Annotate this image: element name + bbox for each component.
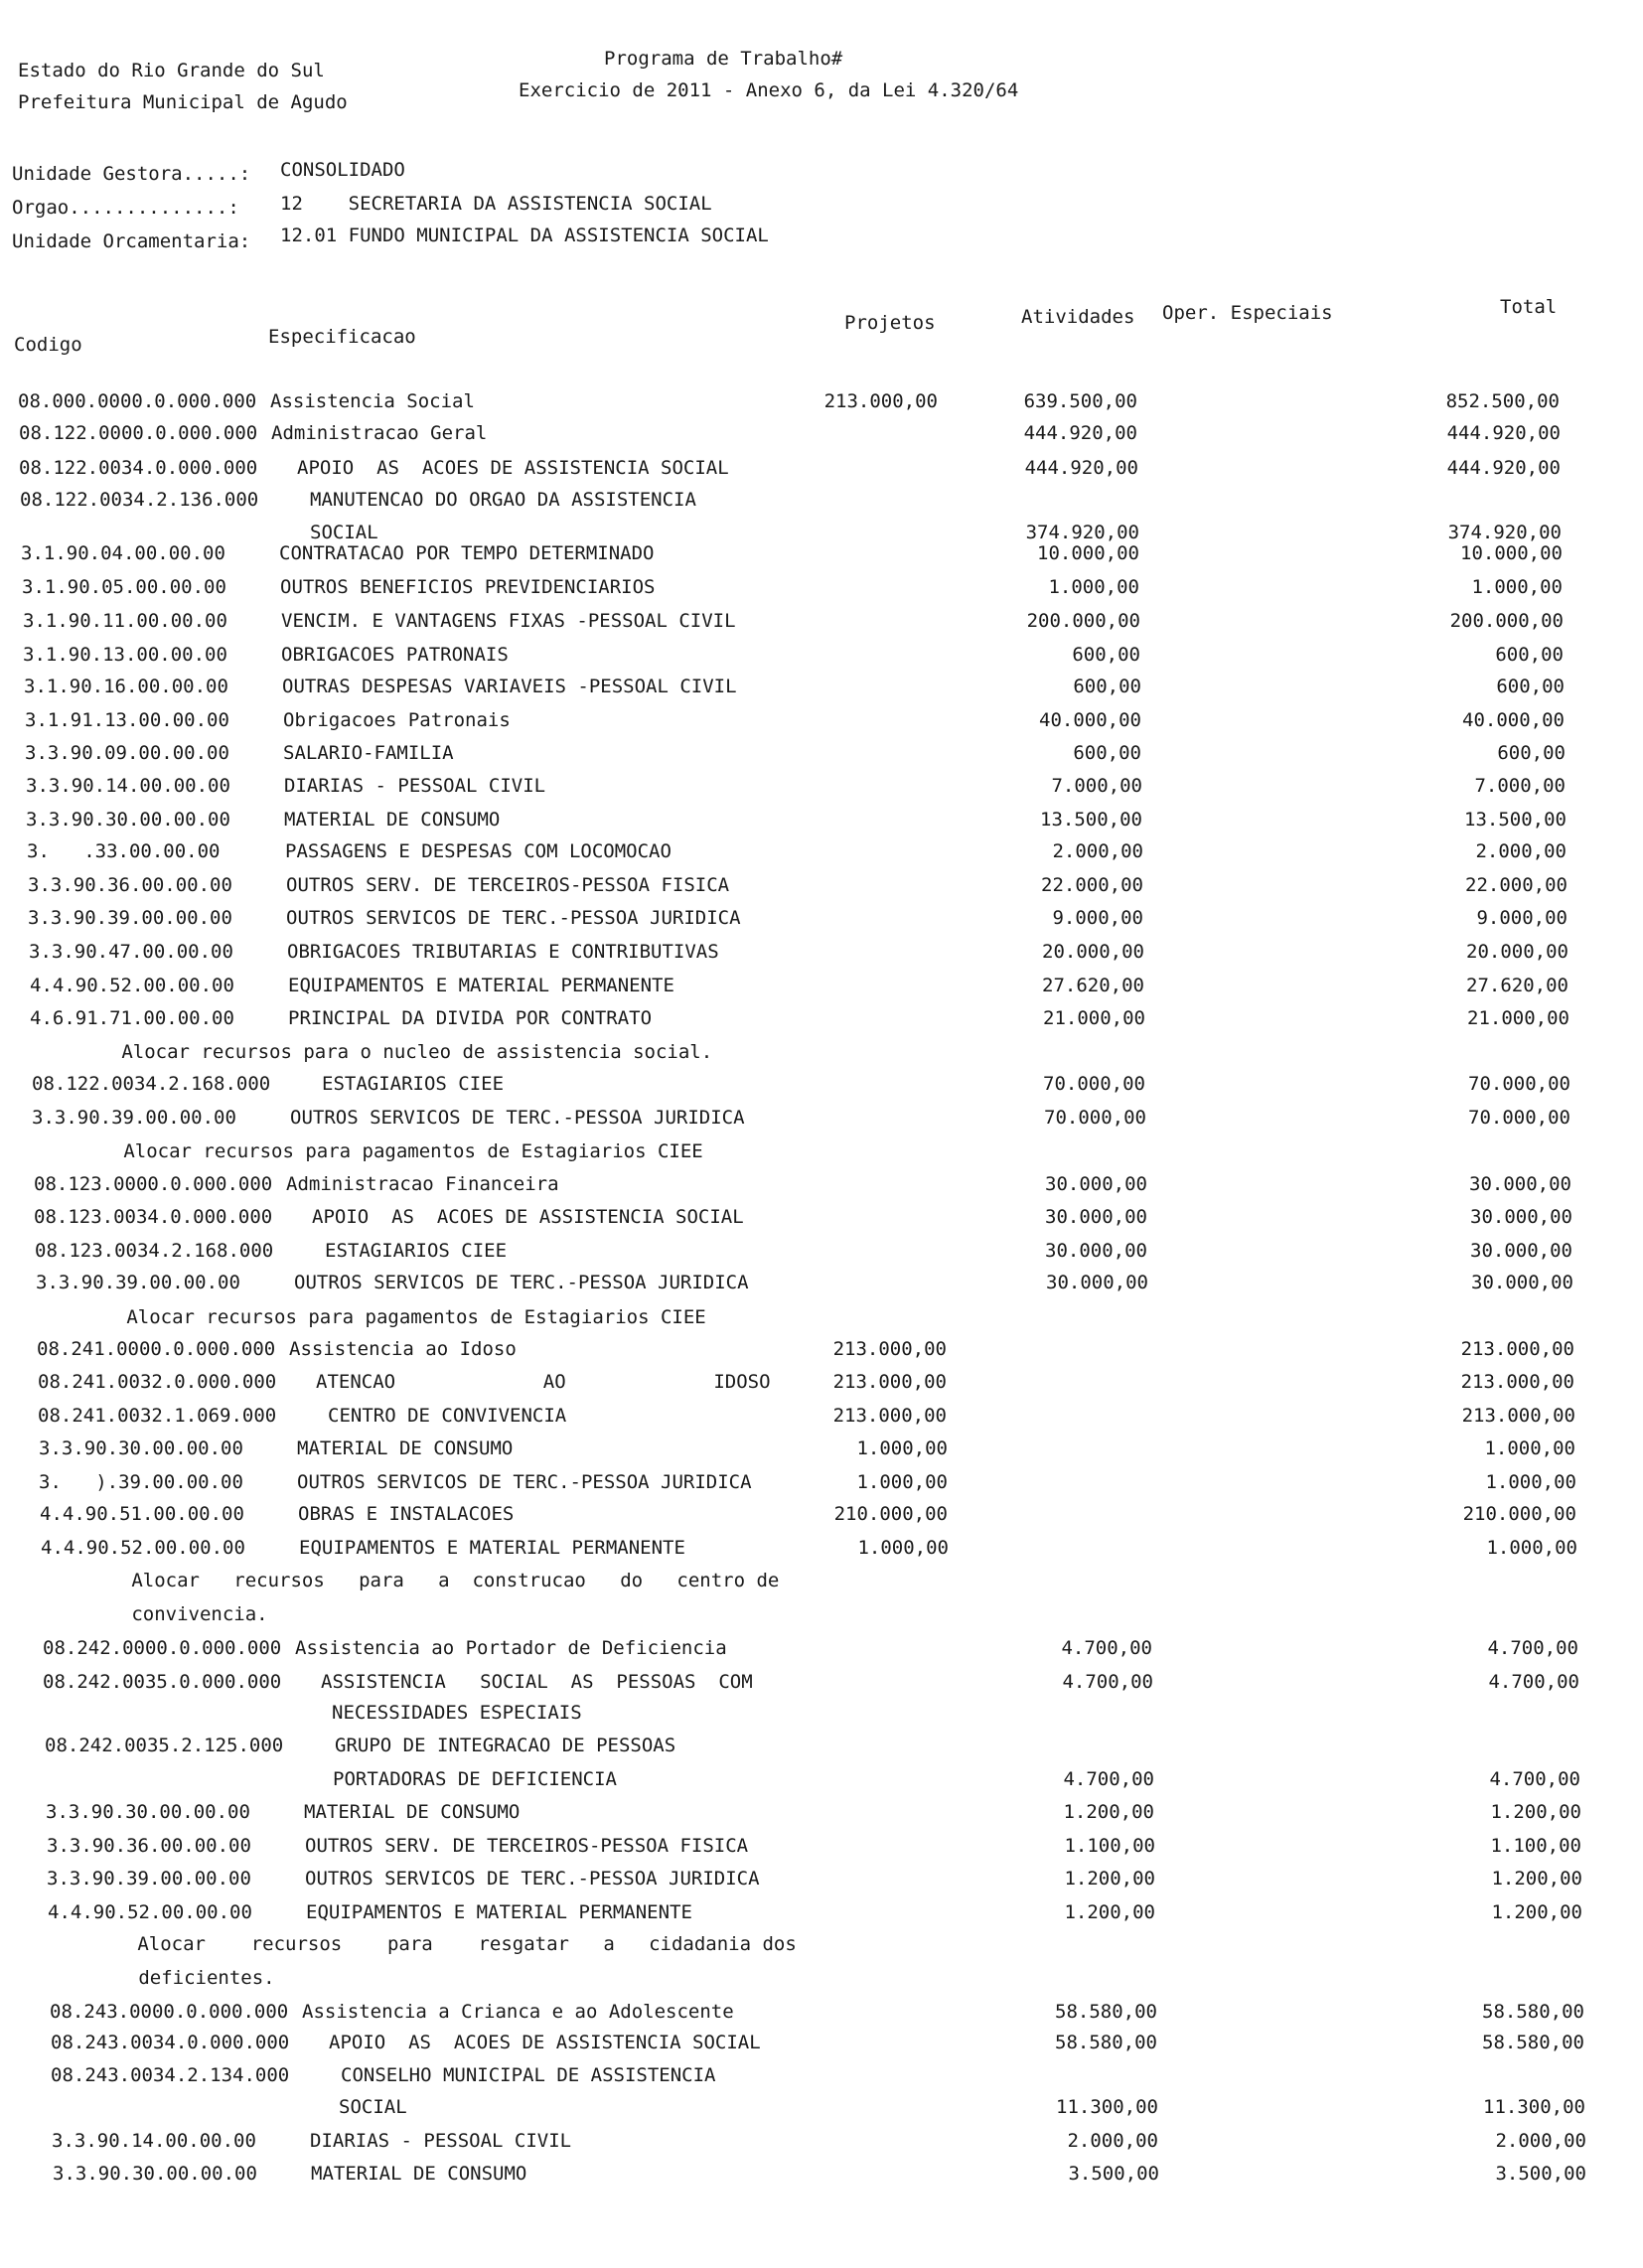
row-code: 08.123.0000.0.000.000 — [34, 1173, 273, 1195]
row-spec: OBRIGACOES TRIBUTARIAS E CONTRIBUTIVAS — [287, 941, 719, 963]
row-spec: SOCIAL — [339, 2096, 407, 2118]
row-ativ: 1.200,00 — [1064, 1868, 1155, 1890]
row-code: 4.6.91.71.00.00.00 — [30, 1007, 234, 1029]
row-ativ: 20.000,00 — [1042, 941, 1144, 963]
row-code: 3.3.90.47.00.00.00 — [29, 941, 233, 963]
row-code: 3.1.90.11.00.00.00 — [23, 610, 227, 632]
row-code: 08.122.0000.0.000.000 — [19, 422, 258, 444]
row-ativ: 4.700,00 — [1063, 1768, 1154, 1790]
row-ativ: 30.000,00 — [1045, 1240, 1147, 1262]
row-total: 213.000,00 — [1460, 1371, 1574, 1393]
program-title: Programa de Trabalho# — [604, 48, 843, 70]
row-ativ: 30.000,00 — [1045, 1206, 1147, 1228]
row-code: 08.242.0000.0.000.000 — [43, 1637, 282, 1659]
row-ativ: 1.100,00 — [1064, 1835, 1155, 1857]
row-total: 374.920,00 — [1447, 522, 1562, 543]
row-spec: APOIO AS ACOES DE ASSISTENCIA SOCIAL — [312, 1206, 744, 1228]
row-total: 210.000,00 — [1462, 1503, 1576, 1525]
row-spec: EQUIPAMENTOS E MATERIAL PERMANENTE — [288, 975, 674, 996]
row-proj: 213.000,00 — [823, 390, 938, 412]
row-spec: PORTADORAS DE DEFICIENCIA — [333, 1768, 617, 1790]
row-code: 08.243.0000.0.000.000 — [50, 2001, 289, 2023]
col-especificacao: Especificacao — [268, 326, 416, 348]
row-spec: SALARIO-FAMILIA — [283, 742, 454, 764]
row-code: 3.3.90.14.00.00.00 — [52, 2130, 256, 2152]
row-ativ: 30.000,00 — [1046, 1272, 1148, 1293]
row-code: 08.122.0034.0.000.000 — [19, 457, 258, 479]
row-ativ: 1.000,00 — [1048, 576, 1139, 598]
row-proj: 1.000,00 — [856, 1437, 948, 1459]
row-spec: Assistencia Social — [270, 390, 475, 412]
row-spec: CONTRATACAO POR TEMPO DETERMINADO — [279, 542, 655, 564]
unidade-gestora-value: CONSOLIDADO — [280, 159, 405, 181]
exercise-title: Exercicio de 2011 - Anexo 6, da Lei 4.320/64 — [519, 79, 1019, 101]
row-spec: OUTROS SERVICOS DE TERC.-PESSOA JURIDICA — [290, 1107, 745, 1129]
row-total: 1.200,00 — [1491, 1901, 1582, 1923]
row-total: 70.000,00 — [1468, 1107, 1570, 1129]
row-code: 3.3.90.09.00.00.00 — [25, 742, 229, 764]
row-spec: MANUTENCAO DO ORGAO DA ASSISTENCIA — [310, 489, 696, 511]
row-code: 3.1.90.04.00.00.00 — [21, 542, 225, 564]
row-spec: OBRIGACOES PATRONAIS — [281, 644, 509, 666]
row-spec: Obrigacoes Patronais — [283, 709, 511, 731]
row-proj: 213.000,00 — [832, 1405, 947, 1427]
row-code: 3.3.90.30.00.00.00 — [26, 809, 230, 831]
row-ativ: 639.500,00 — [1023, 390, 1137, 412]
row-code: 3.3.90.30.00.00.00 — [39, 1437, 243, 1459]
row-ativ: 600,00 — [1073, 676, 1141, 697]
state-name: Estado do Rio Grande do Sul — [18, 60, 325, 81]
row-spec: ASSISTENCIA SOCIAL AS PESSOAS COM — [321, 1671, 753, 1693]
row-total: 30.000,00 — [1470, 1240, 1572, 1262]
row-ativ: 22.000,00 — [1041, 874, 1143, 896]
row-total: 4.700,00 — [1489, 1768, 1580, 1790]
row-code: 3.1.90.05.00.00.00 — [22, 576, 226, 598]
row-spec: MATERIAL DE CONSUMO — [297, 1437, 514, 1459]
row-total: 1.000,00 — [1484, 1437, 1575, 1459]
col-oper-especiais: Oper. Especiais — [1162, 302, 1333, 324]
row-code: 4.4.90.52.00.00.00 — [30, 975, 234, 996]
row-spec: CENTRO DE CONVIVENCIA — [328, 1405, 567, 1427]
row-spec: OUTROS SERVICOS DE TERC.-PESSOA JURIDICA — [294, 1272, 749, 1293]
row-total: 4.700,00 — [1487, 1637, 1578, 1659]
row-ativ: 58.580,00 — [1055, 2032, 1157, 2053]
row-total: 27.620,00 — [1466, 975, 1568, 996]
row-ativ: 600,00 — [1072, 644, 1140, 666]
unidade-orcamentaria-value: 12.01 FUNDO MUNICIPAL DA ASSISTENCIA SOCIAL — [280, 225, 769, 246]
row-code: 08.241.0032.1.069.000 — [38, 1405, 277, 1427]
row-proj: 213.000,00 — [832, 1338, 947, 1360]
row-spec: deficientes. — [104, 1967, 275, 1989]
row-spec: Administracao Geral — [271, 422, 488, 444]
row-spec: OUTROS SERVICOS DE TERC.-PESSOA JURIDICA — [286, 907, 741, 929]
row-ativ: 7.000,00 — [1051, 775, 1142, 797]
row-total: 30.000,00 — [1470, 1206, 1572, 1228]
row-spec: OUTROS SERV. DE TERCEIROS-PESSOA FISICA — [286, 874, 730, 896]
row-ativ: 374.920,00 — [1025, 522, 1139, 543]
row-proj: 213.000,00 — [832, 1371, 947, 1393]
row-spec: NECESSIDADES ESPECIAIS — [332, 1702, 582, 1724]
row-proj: 1.000,00 — [856, 1471, 948, 1493]
row-spec: MATERIAL DE CONSUMO — [311, 2163, 527, 2185]
row-code: 08.122.0034.2.136.000 — [20, 489, 259, 511]
row-code: 4.4.90.52.00.00.00 — [48, 1901, 252, 1923]
row-code: 3.3.90.39.00.00.00 — [32, 1107, 236, 1129]
row-ativ: 4.700,00 — [1062, 1671, 1153, 1693]
unidade-gestora-label: Unidade Gestora.....: — [12, 163, 251, 185]
row-total: 2.000,00 — [1475, 840, 1567, 862]
row-spec: Assistencia a Crianca e ao Adolescente — [302, 2001, 734, 2023]
row-total: 9.000,00 — [1476, 907, 1568, 929]
row-ativ: 70.000,00 — [1044, 1107, 1146, 1129]
row-code: 3.3.90.30.00.00.00 — [53, 2163, 257, 2185]
row-total: 58.580,00 — [1482, 2032, 1584, 2053]
row-ativ: 70.000,00 — [1043, 1073, 1145, 1095]
row-code: 3.3.90.39.00.00.00 — [36, 1272, 240, 1293]
row-total: 58.580,00 — [1482, 2001, 1584, 2023]
row-code: 08.243.0034.2.134.000 — [51, 2064, 290, 2086]
row-total: 2.000,00 — [1495, 2130, 1586, 2152]
row-spec: PRINCIPAL DA DIVIDA POR CONTRATO — [288, 1007, 653, 1029]
row-code: 3.1.91.13.00.00.00 — [25, 709, 229, 731]
orgao-value: 12 SECRETARIA DA ASSISTENCIA SOCIAL — [280, 193, 712, 215]
row-spec: Alocar recursos para o nucleo de assistencia social. — [87, 1041, 713, 1063]
row-ativ: 27.620,00 — [1042, 975, 1144, 996]
row-total: 1.000,00 — [1471, 576, 1563, 598]
unidade-orcamentaria-label: Unidade Orcamentaria: — [12, 230, 251, 252]
row-spec: Alocar recursos para pagamentos de Estagiarios CIEE — [92, 1306, 706, 1328]
row-total: 1.200,00 — [1491, 1868, 1582, 1890]
row-ativ: 444.920,00 — [1023, 422, 1137, 444]
col-total: Total — [1500, 296, 1558, 318]
orgao-label: Orgao..............: — [12, 197, 239, 219]
row-total: 200.000,00 — [1449, 610, 1564, 632]
row-code: 08.123.0034.2.168.000 — [35, 1240, 274, 1262]
row-spec: ESTAGIARIOS CIEE — [325, 1240, 508, 1262]
row-code: 08.000.0000.0.000.000 — [18, 390, 257, 412]
row-ativ: 21.000,00 — [1043, 1007, 1145, 1029]
row-spec: Administracao Financeira — [286, 1173, 559, 1195]
row-spec: Alocar recursos para a construcao do centro de — [97, 1570, 780, 1591]
row-total: 22.000,00 — [1465, 874, 1568, 896]
row-ativ: 9.000,00 — [1052, 907, 1143, 929]
row-spec: OUTROS SERV. DE TERCEIROS-PESSOA FISICA — [305, 1835, 749, 1857]
row-code: 3.3.90.30.00.00.00 — [46, 1801, 250, 1823]
row-spec: APOIO AS ACOES DE ASSISTENCIA SOCIAL — [329, 2032, 761, 2053]
row-code: 08.241.0000.0.000.000 — [37, 1338, 276, 1360]
row-ativ: 2.000,00 — [1052, 840, 1143, 862]
row-ativ: 11.300,00 — [1056, 2096, 1158, 2118]
row-total: 852.500,00 — [1445, 390, 1560, 412]
row-spec: CONSELHO MUNICIPAL DE ASSISTENCIA — [341, 2064, 716, 2086]
row-spec: OUTRAS DESPESAS VARIAVEIS -PESSOAL CIVIL — [282, 676, 737, 697]
row-ativ: 444.920,00 — [1024, 457, 1138, 479]
row-spec: Assistencia ao Portador de Deficiencia — [295, 1637, 727, 1659]
row-ativ: 13.500,00 — [1040, 809, 1142, 831]
row-spec: EQUIPAMENTOS E MATERIAL PERMANENTE — [299, 1537, 685, 1559]
row-code: 4.4.90.52.00.00.00 — [41, 1537, 245, 1559]
row-spec: MATERIAL DE CONSUMO — [304, 1801, 521, 1823]
row-code: 3. ).39.00.00.00 — [39, 1471, 243, 1493]
row-code: 3.3.90.39.00.00.00 — [28, 907, 232, 929]
row-total: 600,00 — [1496, 676, 1565, 697]
row-code: 3.3.90.36.00.00.00 — [47, 1835, 251, 1857]
row-total: 11.300,00 — [1483, 2096, 1585, 2118]
col-projetos: Projetos — [844, 312, 936, 334]
row-ativ: 3.500,00 — [1068, 2163, 1159, 2185]
row-spec: APOIO AS ACOES DE ASSISTENCIA SOCIAL — [297, 457, 729, 479]
row-spec: GRUPO DE INTEGRACAO DE PESSOAS — [335, 1735, 676, 1756]
row-spec: MATERIAL DE CONSUMO — [284, 809, 501, 831]
row-total: 1.200,00 — [1490, 1801, 1581, 1823]
row-total: 1.000,00 — [1485, 1471, 1576, 1493]
row-spec: convivencia. — [97, 1603, 268, 1625]
row-total: 7.000,00 — [1474, 775, 1566, 797]
row-code: 3.3.90.36.00.00.00 — [28, 874, 232, 896]
row-total: 30.000,00 — [1469, 1173, 1571, 1195]
col-atividades: Atividades — [1021, 306, 1135, 328]
row-total: 3.500,00 — [1495, 2163, 1586, 2185]
row-spec: DIARIAS - PESSOAL CIVIL — [284, 775, 546, 797]
row-spec: VENCIM. E VANTAGENS FIXAS -PESSOAL CIVIL — [281, 610, 736, 632]
col-codigo: Codigo — [14, 334, 82, 356]
row-spec: PASSAGENS E DESPESAS COM LOCOMOCAO — [285, 840, 672, 862]
row-spec: OUTROS SERVICOS DE TERC.-PESSOA JURIDICA — [305, 1868, 760, 1890]
row-spec: ESTAGIARIOS CIEE — [322, 1073, 505, 1095]
row-ativ: 40.000,00 — [1039, 709, 1141, 731]
row-spec: SOCIAL — [310, 522, 378, 543]
city-hall-name: Prefeitura Municipal de Agudo — [18, 91, 348, 113]
row-total: 4.700,00 — [1488, 1671, 1579, 1693]
row-total: 213.000,00 — [1460, 1338, 1574, 1360]
row-code: 4.4.90.51.00.00.00 — [40, 1503, 244, 1525]
row-total: 30.000,00 — [1471, 1272, 1573, 1293]
row-total: 600,00 — [1495, 644, 1564, 666]
row-total: 10.000,00 — [1460, 542, 1563, 564]
row-spec: ATENCAO AO IDOSO — [316, 1371, 771, 1393]
row-code: 08.122.0034.2.168.000 — [32, 1073, 271, 1095]
row-code: 3.1.90.13.00.00.00 — [23, 644, 227, 666]
row-ativ: 200.000,00 — [1026, 610, 1140, 632]
row-code: 08.123.0034.0.000.000 — [34, 1206, 273, 1228]
row-total: 40.000,00 — [1462, 709, 1565, 731]
row-code: 3. .33.00.00.00 — [27, 840, 221, 862]
row-ativ: 4.700,00 — [1061, 1637, 1152, 1659]
row-code: 08.242.0035.0.000.000 — [43, 1671, 282, 1693]
row-spec: Alocar recursos para pagamentos de Estagiarios CIEE — [89, 1140, 703, 1162]
row-ativ: 30.000,00 — [1045, 1173, 1147, 1195]
row-ativ: 1.200,00 — [1064, 1901, 1155, 1923]
row-total: 213.000,00 — [1461, 1405, 1575, 1427]
row-total: 444.920,00 — [1446, 457, 1561, 479]
row-proj: 210.000,00 — [833, 1503, 948, 1525]
row-ativ: 10.000,00 — [1037, 542, 1139, 564]
row-code: 08.241.0032.0.000.000 — [38, 1371, 277, 1393]
row-total: 444.920,00 — [1446, 422, 1561, 444]
row-ativ: 58.580,00 — [1055, 2001, 1157, 2023]
row-proj: 1.000,00 — [857, 1537, 949, 1559]
row-code: 3.1.90.16.00.00.00 — [24, 676, 228, 697]
row-code: 08.243.0034.0.000.000 — [51, 2032, 290, 2053]
row-total: 20.000,00 — [1466, 941, 1568, 963]
row-code: 3.3.90.14.00.00.00 — [26, 775, 230, 797]
row-spec: Assistencia ao Idoso — [289, 1338, 517, 1360]
row-total: 1.100,00 — [1490, 1835, 1581, 1857]
row-code: 3.3.90.39.00.00.00 — [47, 1868, 251, 1890]
row-spec: OUTROS BENEFICIOS PREVIDENCIARIOS — [280, 576, 656, 598]
row-total: 21.000,00 — [1467, 1007, 1569, 1029]
row-spec: EQUIPAMENTOS E MATERIAL PERMANENTE — [306, 1901, 692, 1923]
row-ativ: 600,00 — [1073, 742, 1141, 764]
row-code: 08.242.0035.2.125.000 — [45, 1735, 284, 1756]
row-spec: Alocar recursos para resgatar a cidadania dos — [103, 1933, 797, 1955]
row-total: 1.000,00 — [1486, 1537, 1577, 1559]
row-spec: OUTROS SERVICOS DE TERC.-PESSOA JURIDICA — [297, 1471, 752, 1493]
row-total: 70.000,00 — [1468, 1073, 1570, 1095]
row-total: 13.500,00 — [1464, 809, 1567, 831]
row-ativ: 2.000,00 — [1067, 2130, 1158, 2152]
row-ativ: 1.200,00 — [1063, 1801, 1154, 1823]
row-spec: DIARIAS - PESSOAL CIVIL — [310, 2130, 572, 2152]
row-spec: OBRAS E INSTALACOES — [298, 1503, 515, 1525]
row-total: 600,00 — [1497, 742, 1566, 764]
